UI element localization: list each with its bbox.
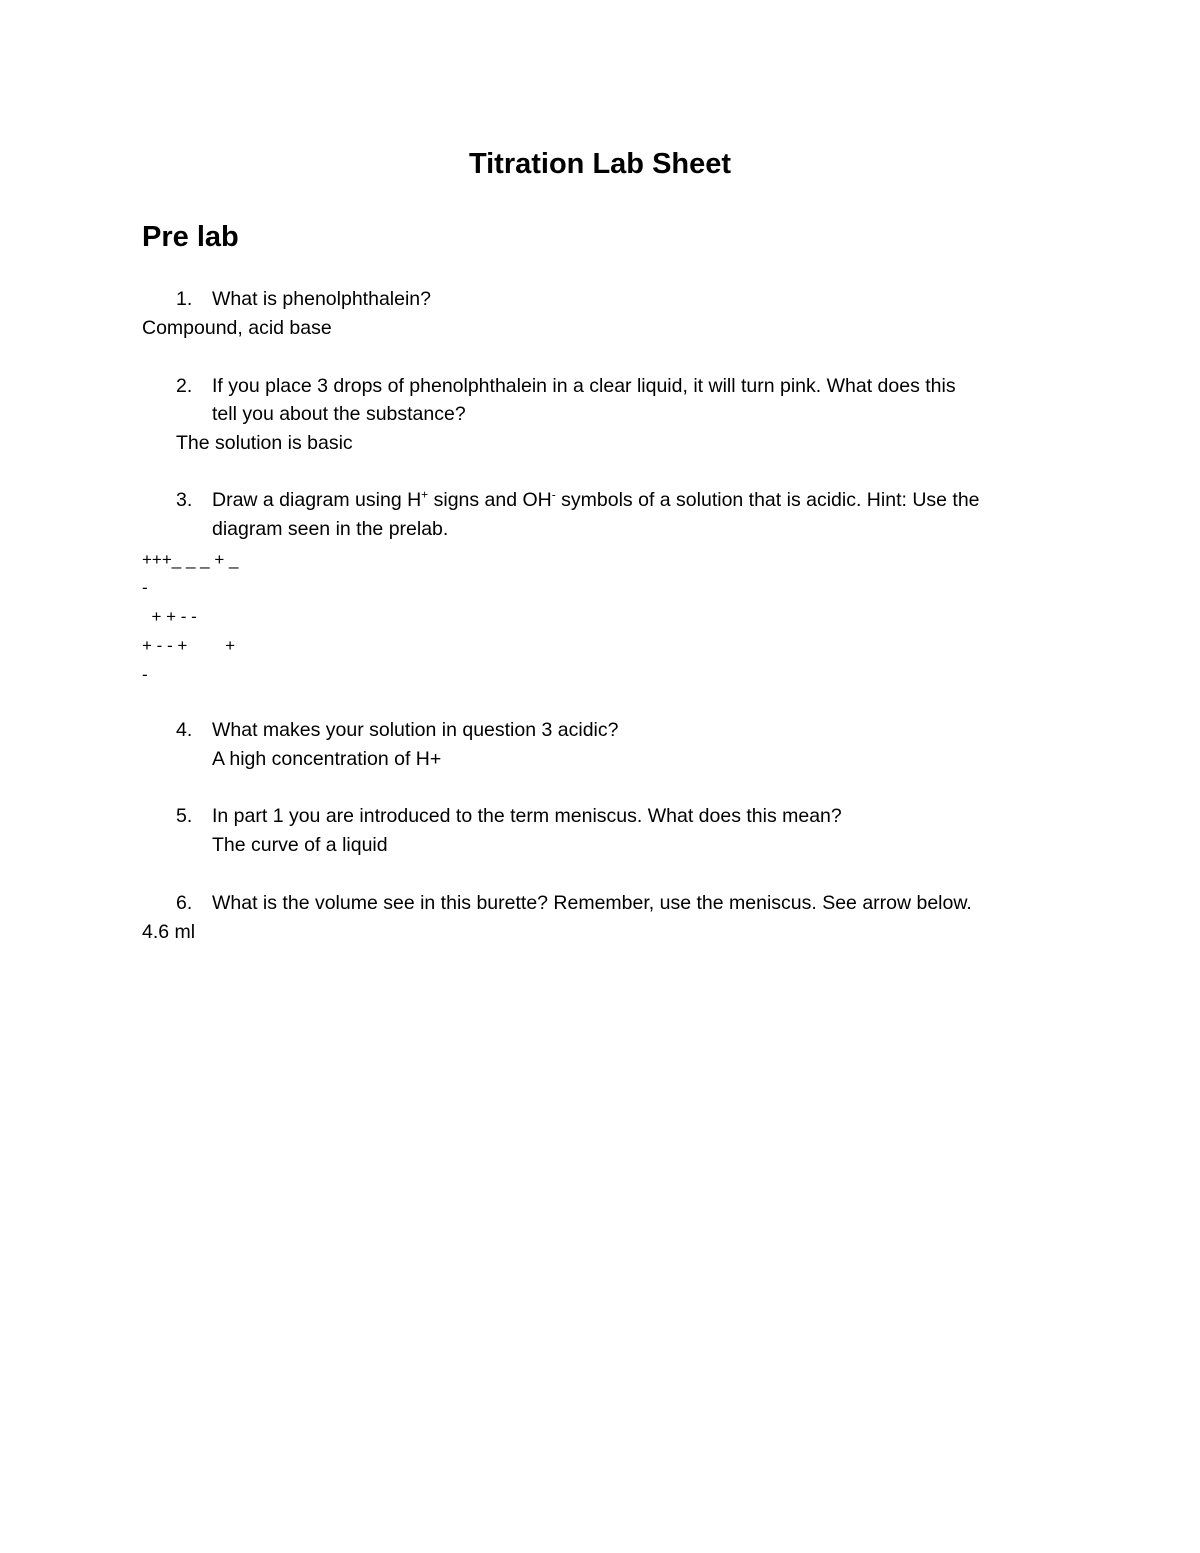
question-1-text: What is phenolphthalein? (212, 288, 431, 310)
question-5-answer: The curve of a liquid (212, 834, 388, 856)
question-2-text-line2: tell you about the substance? (212, 403, 466, 425)
section-heading: Pre lab (142, 221, 239, 253)
question-6-answer: 4.6 ml (142, 921, 196, 943)
question-2-number: 2. (176, 375, 193, 397)
h-plus-superscript: + (421, 487, 429, 502)
question-5-text: In part 1 you are introduced to the term meniscus. What does this mean? (212, 805, 842, 827)
document-title: Titration Lab Sheet (468, 148, 732, 180)
question-2-answer: The solution is basic (176, 432, 353, 454)
diagram-line: - (142, 665, 148, 684)
question-6-text: What is the volume see in this burette? Remember, use the meniscus. See arrow below. (212, 892, 972, 914)
question-3-text-part3: symbols of a solution that is acidic. Hint: Use the (555, 489, 980, 511)
question-2-text-line1: If you place 3 drops of phenolphthalein in a clear liquid, it will turn pink. What does this (212, 375, 956, 397)
diagram-line: - (142, 578, 148, 597)
diagram-line: + - - + + (142, 636, 236, 655)
question-1-answer: Compound, acid base (142, 317, 332, 339)
question-3-text-line2: diagram seen in the prelab. (212, 518, 449, 540)
question-4-text: What makes your solution in question 3 acidic? (212, 719, 619, 741)
question-4-answer: A high concentration of H+ (212, 748, 442, 770)
diagram-line: + + - - (142, 607, 197, 626)
question-5-number: 5. (176, 805, 193, 827)
oh-minus-superscript: - (551, 487, 556, 502)
question-3-text-line1 (212, 486, 980, 515)
question-3-text-part1: Draw a diagram using H (212, 489, 422, 511)
question-1-number: 1. (176, 288, 193, 310)
question-3-text-part2: signs and OH (428, 489, 552, 511)
question-3-number: 3. (176, 489, 193, 511)
question-6-number: 6. (176, 892, 193, 914)
diagram-line: +++_ _ _ + _ (142, 550, 239, 569)
question-4-number: 4. (176, 719, 193, 741)
